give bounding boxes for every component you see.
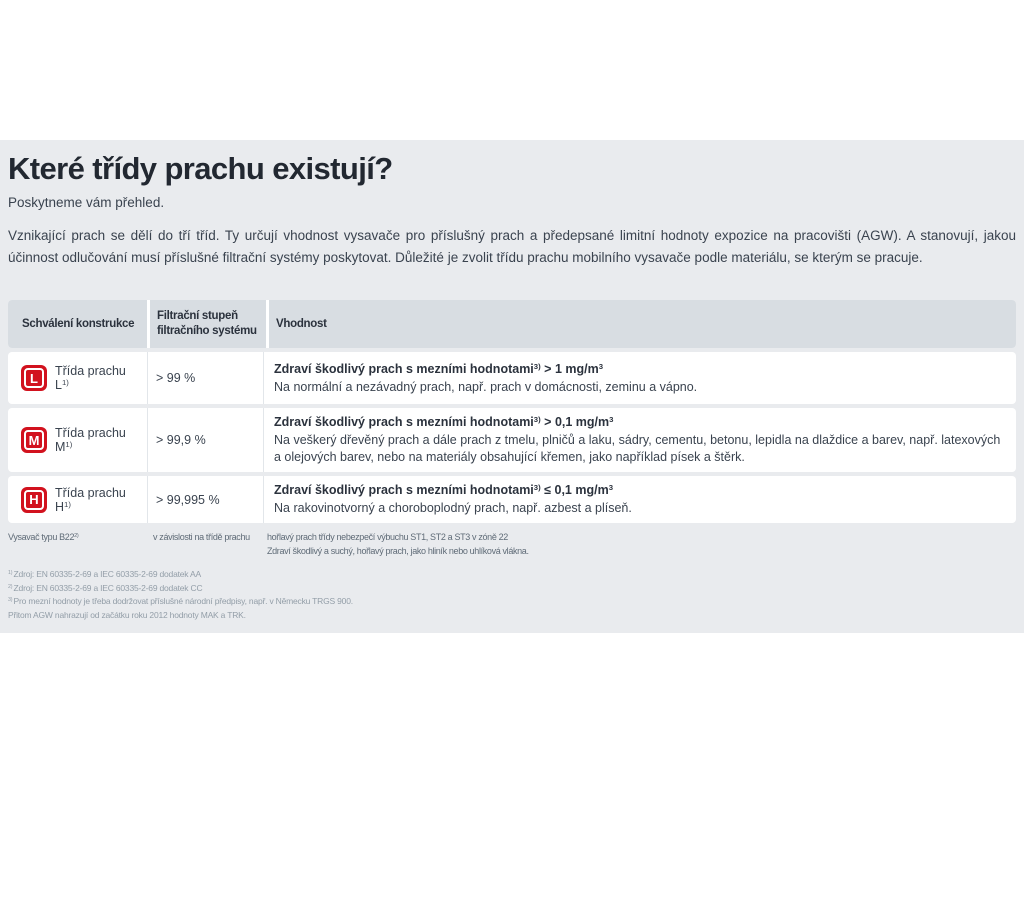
suitability-description: Na rakovinotvorný a choroboplodný prach, např. azbest a plíseň.: [274, 501, 632, 516]
footnote-2: $^{2)}$ Zdroj: EN 60335-2-69 a IEC 60335-2-69 dodatek CC: [8, 582, 203, 593]
footnote-marker: 3): [533, 483, 541, 493]
page-title: Které třídy prachu existují?: [8, 151, 393, 186]
approval-cell: [8, 476, 147, 523]
dust-class-label: Třída prachu $L^{1)}$: [55, 364, 126, 393]
filter-grade-cell: [147, 352, 263, 404]
dust-class-label: Třída prachu $H^{1)}$: [55, 485, 126, 514]
footnotes: [8, 569, 1016, 623]
filter-grade-cell: [147, 408, 263, 472]
suitability-cell: [263, 352, 1016, 404]
exponent: 3: [609, 415, 614, 425]
b22-label: Vysavač typu B22$^{2)}$: [8, 532, 79, 543]
page-subtitle: Poskytneme vám přehled.: [8, 195, 165, 211]
b22-filter-grade: v závislosti na třídě prachu: [153, 532, 250, 543]
content-band: [0, 140, 1024, 633]
intro-paragraph: Vznikající prach se dělí do tří tříd. Ty určují vhodnost vysavače pro příslušný prach a předepsané limitní hodnoty expozice na pracovišti (AGW). A stanovují, jakou účinnost odlučování musí příslušné filtrační systémy poskytovat. Důležité je zvolit třídu prachu mobilního vysavače podle materiálu, se kterým se pracuje.: [8, 228, 1016, 266]
footnote-marker: 3): [533, 361, 541, 371]
footnote-marker: 1): [61, 378, 69, 388]
suitability-description: Na normální a nezávadný prach, např. prach v domácnosti, zeminu a vápno.: [274, 379, 698, 394]
footnote-1: $^{1)}$ Zdroj: EN 60335-2-69 a IEC 60335-2-69 dodatek AA: [8, 569, 201, 580]
dust-class-label: Třída prachu $M^{1)}$: [55, 426, 126, 455]
exponent: 3: [608, 483, 614, 493]
limit-line: Zdraví škodlivý prach s mezními hodnotami$^{3)}$ > 1 $mg/m^3$: [274, 361, 604, 376]
table-header-row: [8, 300, 1016, 348]
limit-line: Zdraví škodlivý prach s mezními hodnotami$^{3)}$ ≤ 0,1 $mg/m^3$: [274, 483, 614, 498]
column-header-suitability: Vhodnost: [269, 300, 1016, 348]
footnote-marker: 1): [64, 499, 71, 509]
footnote-3: $^{3)}$ Pro mezní hodnoty je třeba dodržovat příslušné národní předpisy, např. v Německu TRGS 900.: [8, 596, 353, 607]
approval-cell: [8, 408, 147, 472]
dust-class-m-icon: M: [21, 427, 47, 453]
footnote-marker: 3): [533, 415, 541, 425]
suitability-cell: [263, 476, 1016, 523]
filter-grade-cell: [147, 476, 263, 523]
table-row-dust-class-l: [8, 352, 1016, 404]
filter-grade-value: > 99 %: [156, 371, 196, 386]
exponent: 3: [598, 361, 604, 371]
b22-suitability: [263, 527, 1016, 558]
approval-cell: [8, 352, 147, 404]
table-row-dust-class-m: [8, 408, 1016, 472]
filter-grade-value: > 99,9 %: [156, 433, 206, 448]
table-footer-row-b22: [8, 527, 1016, 558]
column-header-filter-grade: Filtrační stupeň filtračního systému: [150, 300, 266, 348]
footnote-marker: 2): [74, 533, 79, 540]
b22-suitability-line2: Zdraví škodlivý a suchý, hořlavý prach, jako hliník nebo uhlíková vlákna.: [267, 546, 529, 557]
dust-class-l-icon: L: [21, 365, 47, 391]
column-header-approval: Schválení konstrukce: [8, 300, 147, 348]
footnote-3-continuation: Přitom AGW nahrazují od začátku roku 2012 hodnoty MAK a TRK.: [8, 609, 246, 620]
table-row-dust-class-h: [8, 476, 1016, 523]
suitability-cell: [263, 408, 1016, 472]
footnote-marker: 1): [65, 440, 73, 450]
dust-class-h-icon: H: [21, 487, 47, 513]
suitability-description: Na veškerý dřevěný prach a dále prach z tmelu, plničů a laku, sádry, cementu, betonu, lepidla na dlaždice a barev, např. latexových a olejových barev, nebo na materiály obsahující křemen, jako například písek a štěrk.: [274, 433, 1001, 465]
filter-grade-value: > 99,995 %: [156, 492, 220, 507]
limit-line: Zdraví škodlivý prach s mezními hodnotami$^{3)}$ > 0,1 $mg/m^3$: [274, 415, 614, 430]
b22-suitability-line1: hořlavý prach třídy nebezpečí výbuchu ST1, ST2 a ST3 v zóně 22: [267, 532, 508, 543]
